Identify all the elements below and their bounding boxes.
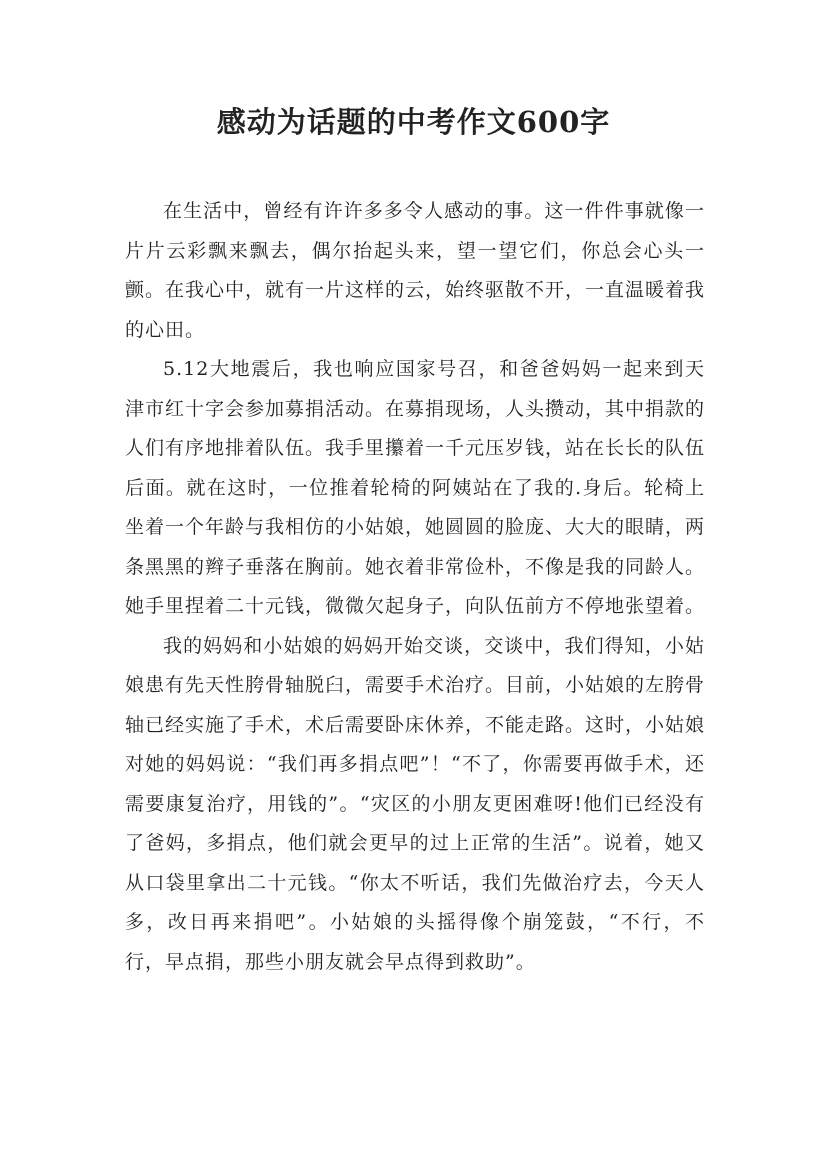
paragraph-2: 5.12大地震后，我也响应国家号召，和爸爸妈妈一起来到天津市红十字会参加募捐活动。在募捐现场，人头攒动，其中捐款的人们有序地排着队伍。我手里攥着一千元压岁钱，站在长长的队伍后面。就在这时，一位推着轮椅的阿姨站在了我的.身后。轮椅上坐着一个年龄与我相仿的小姑娘，她圆圆的脸庞、大大的眼睛，两条黑黑的辫子垂落在胸前。她衣着非常俭朴，不像是我的同龄人。她手里捏着二十元钱，微微欠起身子，向队伍前方不停地张望着。 bbox=[125, 358, 706, 617]
paragraph-3: 我的妈妈和小姑娘的妈妈开始交谈，交谈中，我们得知，小姑娘患有先天性胯骨轴脱臼，需要手术治疗。目前，小姑娘的左胯骨轴已经实施了手术，术后需要卧床休养，不能走路。这时，小姑娘对她的妈妈说：“我们再多捐点吧”！“不了，你需要再做手术，还需要康复治疗，用钱的”。“灾区的小朋友更困难呀!他们已经没有了爸妈，多捐点，他们就会更早的过上正常的生活”。说着，她又从口袋里拿出二十元钱。“你太不听话，我们先做治疗去，今天人多，改日再来捐吧”。小姑娘的头摇得像个崩笼鼓，“不行，不行，早点捐，那些小朋友就会早点得到救助”。 bbox=[125, 634, 706, 973]
document-title: 感动为话题的中考作文600字 bbox=[216, 105, 611, 139]
document-body bbox=[125, 192, 705, 982]
paragraph-1: 在生活中，曾经有许许多多令人感动的事。这一件件事就像一片片云彩飘来飘去，偶尔抬起头来，望一望它们，你总会心头一颤。在我心中，就有一片这样的云，始终驱散不开，一直温暖着我的心田。 bbox=[125, 200, 706, 341]
